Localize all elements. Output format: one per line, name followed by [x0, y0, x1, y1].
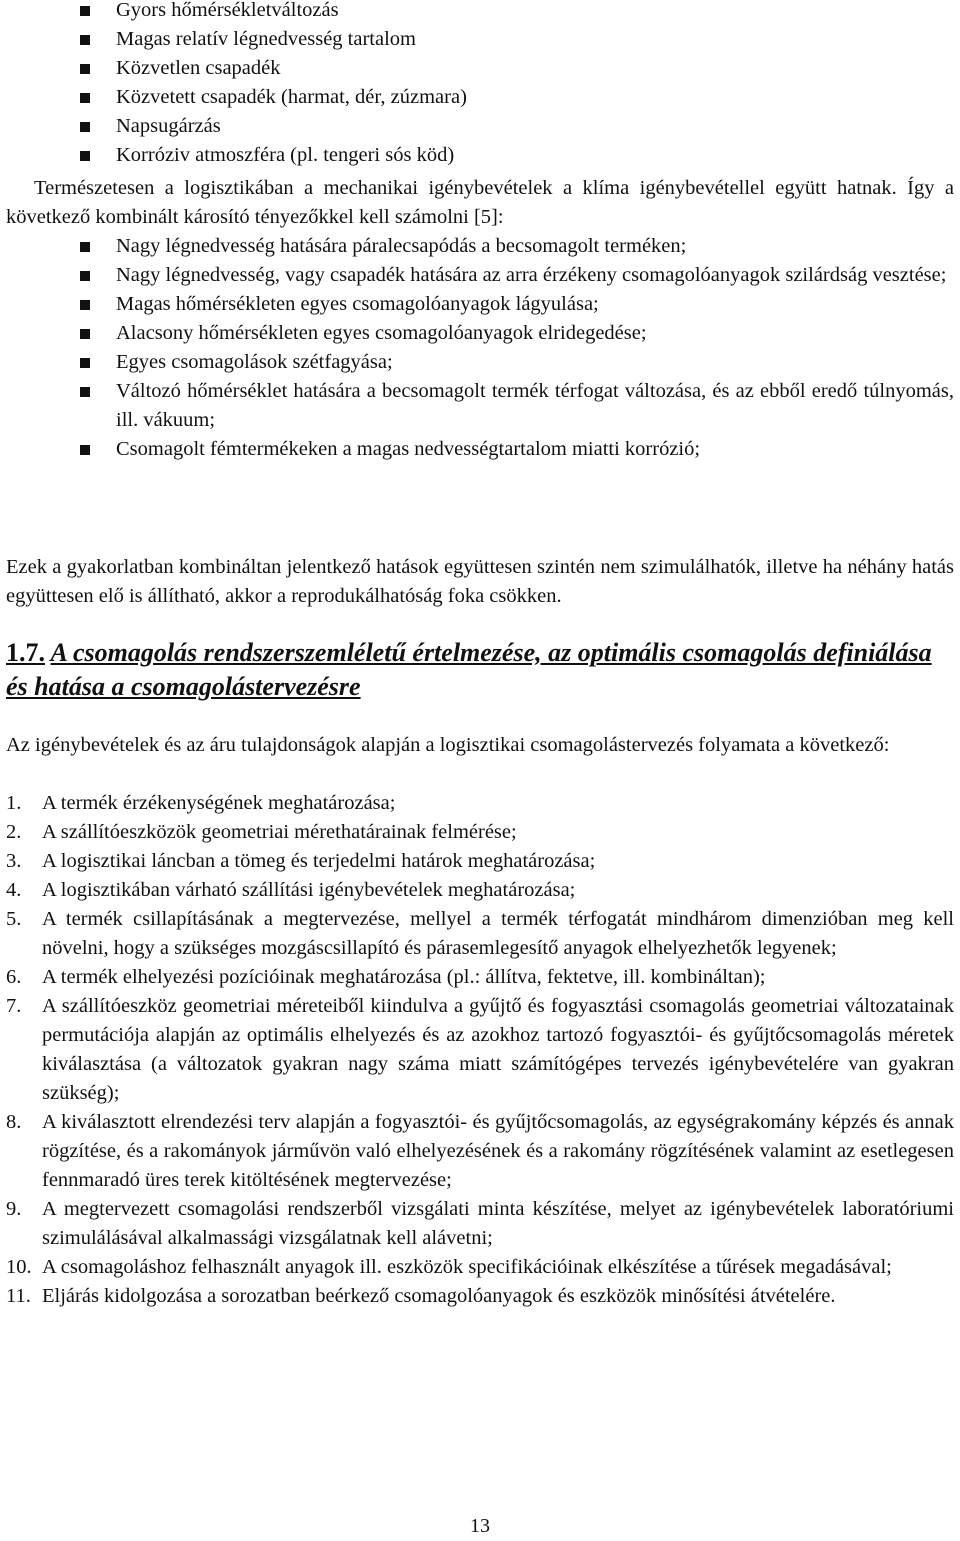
square-bullet-icon [80, 64, 90, 74]
step-number: 9. [6, 1198, 22, 1220]
square-bullet-icon [80, 329, 90, 339]
step-number: 4. [6, 879, 22, 901]
square-bullet-icon [80, 6, 90, 16]
list-item: 2. A szállítóeszközök geometriai mérethatárainak felmérése; [0, 818, 960, 847]
square-bullet-icon [80, 358, 90, 368]
list-item: Változó hőmérséklet hatására a becsomagolt termék térfogat változása, és az ebből eredő túlnyomás, ill. vákuum; [0, 377, 960, 435]
list-item: Magas relatív légnedvesség tartalom [0, 25, 960, 54]
list-item: 1. A termék érzékenységének meghatározása; [0, 789, 960, 818]
square-bullet-icon [80, 300, 90, 310]
list-item: 10. A csomagoláshoz felhasznált anyagok ill. eszközök specifikációinak elkészítése a tűrések megadásával; [0, 1253, 960, 1282]
step-number: 5. [6, 908, 22, 930]
section-intro: Az igénybevételek és az áru tulajdonságok alapján a logisztikai csomagolástervezés folyamata a következő: [6, 734, 890, 756]
list-item: 3. A logisztikai láncban a tömeg és terjedelmi határok meghatározása; [0, 847, 960, 876]
section-heading [6, 636, 954, 704]
step-number: 3. [6, 850, 22, 872]
list-item: Közvetett csapadék (harmat, dér, zúzmara) [0, 83, 960, 112]
list-item: 9. A megtervezett csomagolási rendszerből vizsgálati minta készítése, melyet az igénybevételek laboratóriumi szimulálásával alkalmassági vizsgálatnak kell alávetni; [0, 1195, 960, 1253]
square-bullet-icon [80, 93, 90, 103]
step-number: 2. [6, 821, 22, 843]
square-bullet-icon [80, 271, 90, 281]
section-title: A csomagolás rendszerszemléletű értelmezése, az optimális csomagolás definiálása és hatása a csomagolástervezésre [6, 638, 932, 701]
square-bullet-icon [80, 151, 90, 161]
step-number: 6. [6, 966, 22, 988]
page-number: 13 [470, 1515, 490, 1537]
climate-factors-list [0, 0, 960, 170]
list-item: Napsugárzás [0, 112, 960, 141]
summary-paragraph: Ezek a gyakorlatban kombináltan jelentkező hatások együttesen szintén nem szimulálhatók, illetve ha néhány hatás együttesen elő is állítható, akkor a reprodukálhatóság foka csökken. [6, 556, 954, 607]
list-item: Magas hőmérsékleten egyes csomagolóanyagok lágyulása; [0, 290, 960, 319]
list-item: Korróziv atmoszféra (pl. tengeri sós köd) [0, 141, 960, 170]
list-item: Gyors hőmérsékletváltozás [0, 0, 960, 25]
step-number: 11. [6, 1285, 31, 1307]
section-number: 1.7. [6, 638, 45, 667]
list-item: Egyes csomagolások szétfagyása; [0, 348, 960, 377]
combined-factors-list [0, 232, 960, 464]
list-item: 4. A logisztikában várható szállítási igénybevételek meghatározása; [0, 876, 960, 905]
list-item: Nagy légnedvesség, vagy csapadék hatására az arra érzékeny csomagolóanyagok szilárdság vesztése; [0, 261, 960, 290]
square-bullet-icon [80, 122, 90, 132]
list-item: 6. A termék elhelyezési pozícióinak meghatározása (pl.: állítva, fektetve, ill. kombináltan); [0, 963, 960, 992]
list-item: 5. A termék csillapításának a megtervezése, mellyel a termék térfogatát mindhárom dimenzióban meg kell növelni, hogy a szükséges mozgáscsillapító és párasemlegesítő anyagok elhelyezhetők legyenek; [0, 905, 960, 963]
intro-paragraph: Természetesen a logisztikában a mechanikai igénybevételek a klíma igénybevétellel együtt hatnak. Így a következő kombinált károsító tényezőkkel kell számolni [5]: [6, 177, 954, 228]
list-item: Alacsony hőmérsékleten egyes csomagolóanyagok elridegedése; [0, 319, 960, 348]
process-steps-list [0, 789, 960, 1311]
step-number: 10. [6, 1256, 32, 1278]
step-number: 8. [6, 1111, 22, 1133]
list-item: 7. A szállítóeszköz geometriai méreteiből kiindulva a gyűjtő és fogyasztási csomagolás geometriai változatainak permutációja alapján az optimális elhelyezés és az azokhoz tartozó fogyasztói- és gyűjtőcsomagolás méretek kiválasztása (a változatok gyakran nagy száma miatt számítógépes tervezés igénybevételére van gyakran szükség); [0, 992, 960, 1108]
square-bullet-icon [80, 387, 90, 397]
list-item: Közvetlen csapadék [0, 54, 960, 83]
list-item: Nagy légnedvesség hatására páralecsapódás a becsomagolt terméken; [0, 232, 960, 261]
list-item: 8. A kiválasztott elrendezési terv alapján a fogyasztói- és gyűjtőcsomagolás, az egységrakomány képzés és annak rögzítése, és a rakományok járművön való elhelyezésének és a rakomány rögzítésének valamint az esetlegesen fennmaradó üres terek kitöltésének megtervezése; [0, 1108, 960, 1195]
step-number: 1. [6, 792, 22, 814]
step-number: 7. [6, 995, 22, 1017]
list-item: 11. Eljárás kidolgozása a sorozatban beérkező csomagolóanyagok és eszközök minősítési átvételére. [0, 1282, 960, 1311]
square-bullet-icon [80, 35, 90, 45]
square-bullet-icon [80, 445, 90, 455]
square-bullet-icon [80, 242, 90, 252]
list-item: Csomagolt fémtermékeken a magas nedvességtartalom miatti korrózió; [0, 435, 960, 464]
